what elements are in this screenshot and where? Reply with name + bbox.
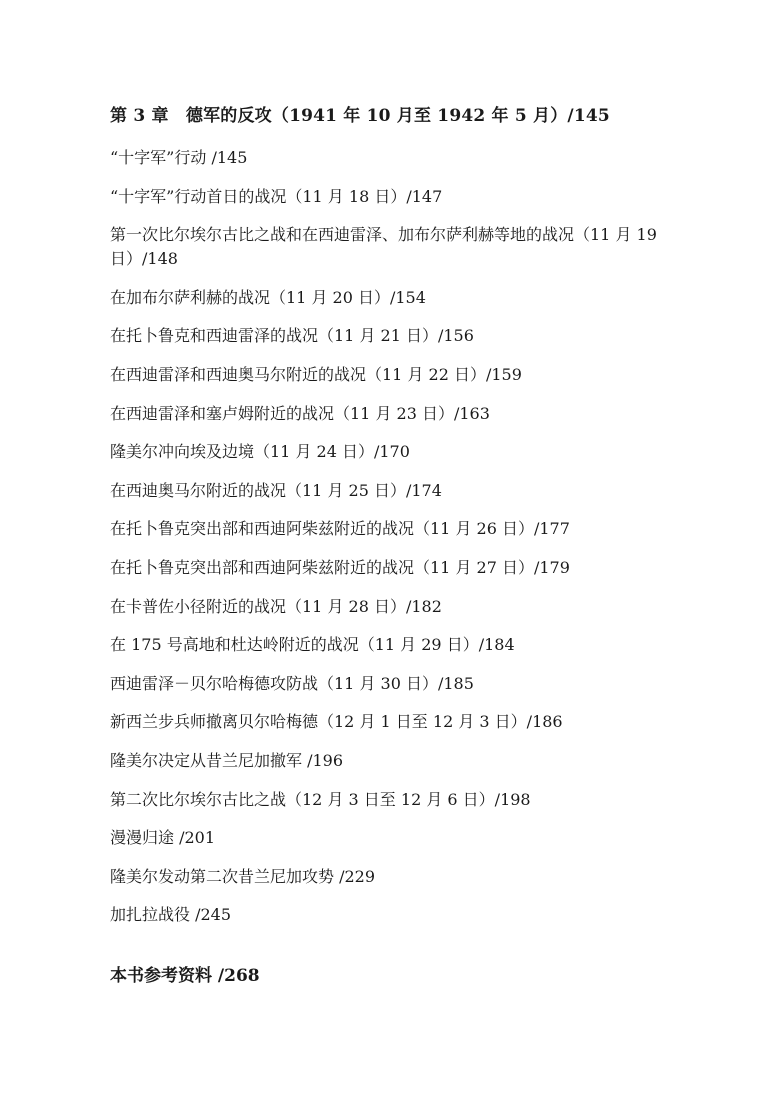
toc-entry: 在托卜鲁克突出部和西迪阿柴兹附近的战况（11 月 26 日）/177	[110, 519, 570, 539]
references-heading: 本书参考资料 /268	[110, 966, 260, 987]
toc-entry: 隆美尔发动第二次昔兰尼加攻势 /229	[110, 866, 376, 886]
chapter-heading: 第 3 章 德军的反攻（1941 年 10 月至 1942 年 5 月）/145	[110, 106, 610, 126]
toc-entry: 在 175 号高地和杜达岭附近的战况（11 月 29 日）/184	[110, 635, 515, 655]
toc-entry: 隆美尔冲向埃及边境（11 月 24 日）/170	[110, 442, 410, 462]
table-of-contents	[110, 104, 670, 988]
toc-entry: “十字军”行动 /145	[110, 148, 248, 167]
toc-entry: 西迪雷泽－贝尔哈梅德攻防战（11 月 30 日）/185	[110, 673, 474, 693]
toc-entry: 在西迪奥马尔附近的战况（11 月 25 日）/174	[110, 480, 442, 500]
toc-entry: 漫漫归途 /201	[110, 828, 216, 848]
toc-entry: 加扎拉战役 /245	[110, 905, 232, 925]
toc-entry: 第二次比尔埃尔古比之战（12 月 3 日至 12 月 6 日）/198	[110, 789, 531, 809]
toc-entry: 第一次比尔埃尔古比之战和在西迪雷泽、加布尔萨利赫等地的战况（11 月 19 日）/148	[110, 225, 657, 269]
toc-entry: 隆美尔决定从昔兰尼加撤军 /196	[110, 750, 344, 770]
toc-entry: “十字军”行动首日的战况（11 月 18 日）/147	[110, 186, 443, 206]
toc-entry: 在西迪雷泽和塞卢姆附近的战况（11 月 23 日）/163	[110, 403, 490, 423]
toc-entry: 在西迪雷泽和西迪奥马尔附近的战况（11 月 22 日）/159	[110, 364, 522, 384]
toc-entry: 在托卜鲁克突出部和西迪阿柴兹附近的战况（11 月 27 日）/179	[110, 557, 570, 577]
toc-entry: 在加布尔萨利赫的战况（11 月 20 日）/154	[110, 287, 426, 307]
toc-entry: 新西兰步兵师撤离贝尔哈梅德（12 月 1 日至 12 月 3 日）/186	[110, 712, 563, 732]
toc-list	[110, 146, 670, 927]
toc-entry: 在托卜鲁克和西迪雷泽的战况（11 月 21 日）/156	[110, 326, 474, 346]
toc-entry: 在卡普佐小径附近的战况（11 月 28 日）/182	[110, 596, 442, 616]
